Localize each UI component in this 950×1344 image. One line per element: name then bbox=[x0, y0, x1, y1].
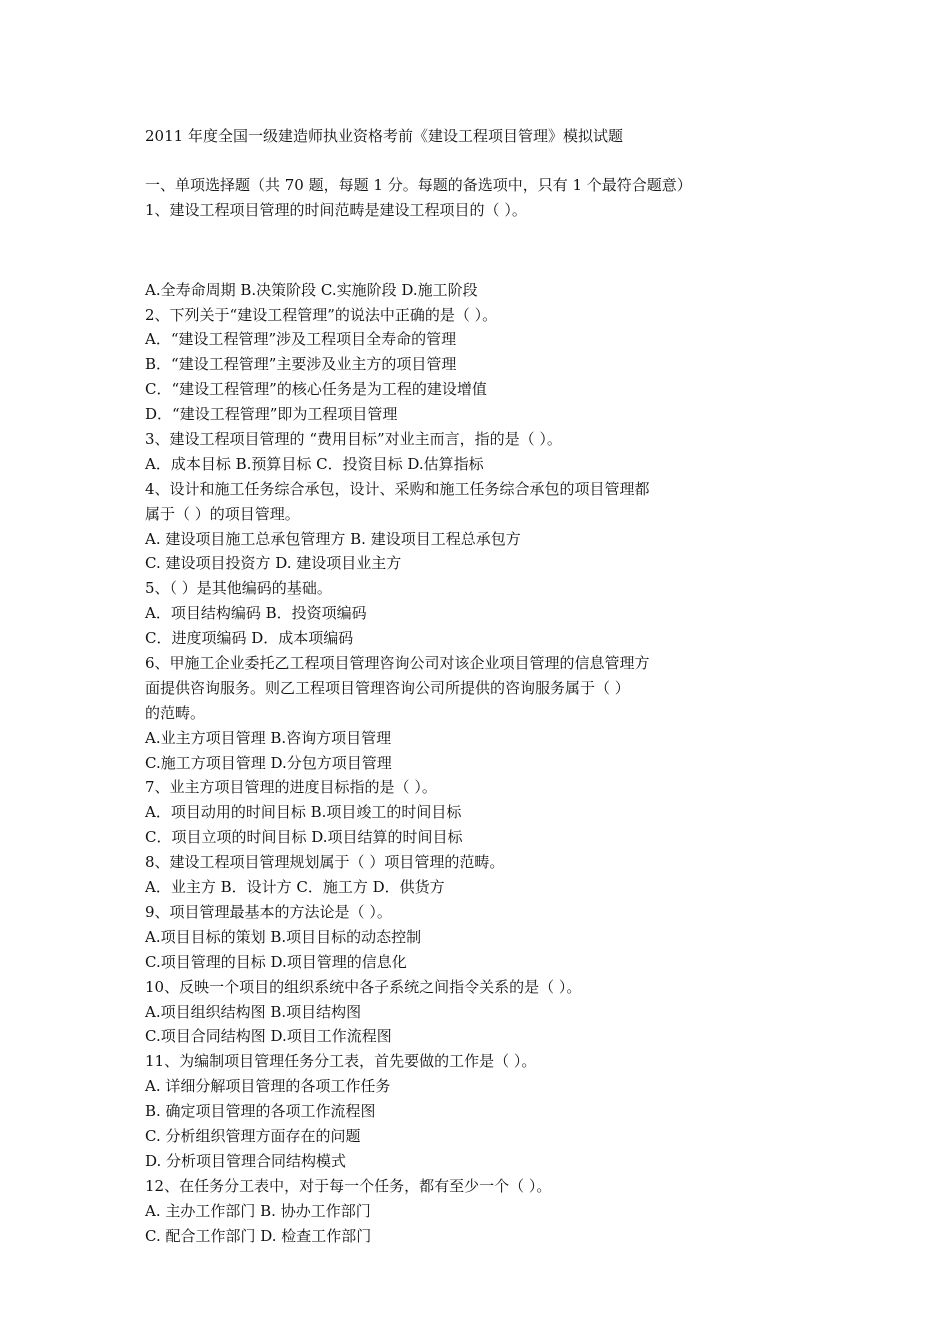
blank-line bbox=[145, 238, 845, 263]
answer-options: D．“建设工程管理”即为工程项目管理 bbox=[145, 405, 398, 424]
question-text: 12、在任务分工表中，对于每一个任务，都有至少一个（ ）。 bbox=[145, 1176, 552, 1195]
question-text: 7、业主方项目管理的进度目标指的是（ ）。 bbox=[145, 778, 437, 797]
answer-options: C．项目立项的时间目标 D.项目结算的时间目标 bbox=[145, 828, 463, 847]
answer-options: B．“建设工程管理”主要涉及业主方的项目管理 bbox=[145, 355, 457, 374]
question-text-continued: 的范畴。 bbox=[145, 703, 206, 722]
answer-options: A.项目目标的策划 B.项目目标的动态控制 bbox=[145, 927, 422, 946]
title-spacing bbox=[145, 149, 845, 173]
answer-options: A．项目结构编码 B．投资项编码 bbox=[145, 604, 367, 623]
answer-options: C．进度项编码 D．成本项编码 bbox=[145, 629, 354, 648]
question-list bbox=[145, 173, 845, 1248]
answer-options: A．业主方 B．设计方 C．施工方 D．供货方 bbox=[145, 878, 445, 897]
question-text: 3、建设工程项目管理的 “费用目标”对业主而言，指的是（ ）。 bbox=[145, 430, 562, 449]
answer-options: D. 分析项目管理合同结构模式 bbox=[145, 1151, 347, 1170]
question-text: 6、甲施工企业委托乙工程项目管理咨询公司对该企业项目管理的信息管理方 bbox=[145, 654, 650, 673]
answer-options: C. 配合工作部门 D. 检查工作部门 bbox=[145, 1226, 372, 1245]
question-text: 9、项目管理最基本的方法论是（ ）。 bbox=[145, 902, 392, 921]
answer-options: A．成本目标 B.预算目标 C．投资目标 D.估算指标 bbox=[145, 454, 484, 473]
answer-options: A．“建设工程管理”涉及工程项目全寿命的管理 bbox=[145, 330, 457, 349]
question-text: 2、下列关于“建设工程管理”的说法中正确的是（ ）。 bbox=[145, 305, 498, 324]
section-heading: 一、单项选择题（共 70 题，每题 1 分。每题的备选项中，只有 1 个最符合题意） bbox=[145, 176, 692, 194]
answer-options: A. 详细分解项目管理的各项工作任务 bbox=[145, 1077, 391, 1096]
answer-options: A.业主方项目管理 B.咨询方项目管理 bbox=[145, 728, 392, 747]
question-text-continued: 面提供咨询服务。则乙工程项目管理咨询公司所提供的咨询服务属于（ ） bbox=[145, 678, 630, 697]
question-text: 4、设计和施工任务综合承包，设计、采购和施工任务综合承包的项目管理都 bbox=[145, 479, 650, 498]
answer-options: B. 确定项目管理的各项工作流程图 bbox=[145, 1102, 376, 1121]
question-text: 8、建设工程项目管理规划属于（ ）项目管理的范畴。 bbox=[145, 853, 505, 872]
document-title: 2011 年度全国一级建造师执业资格考前《建设工程项目管理》模拟试题 bbox=[145, 127, 623, 145]
document-body bbox=[145, 124, 845, 1248]
answer-options: C.项目管理的目标 D.项目管理的信息化 bbox=[145, 952, 407, 971]
answer-options: C.施工方项目管理 D.分包方项目管理 bbox=[145, 753, 392, 772]
question-text: 5、（ ）是其他编码的基础。 bbox=[145, 579, 332, 598]
question-text: 1、建设工程项目管理的时间范畴是建设工程项目的（ ）。 bbox=[145, 200, 527, 219]
answer-options: A. 建设项目施工总承包管理方 B. 建设项目工程总承包方 bbox=[145, 529, 521, 548]
question-text-continued: 属于（ ）的项目管理。 bbox=[145, 504, 300, 523]
answer-options: C.项目合同结构图 D.项目工作流程图 bbox=[145, 1027, 392, 1046]
answer-options: C. 分析组织管理方面存在的问题 bbox=[145, 1126, 361, 1145]
answer-options: C. 建设项目投资方 D. 建设项目业主方 bbox=[145, 554, 402, 573]
answer-options: A.全寿命周期 B.决策阶段 C.实施阶段 D.施工阶段 bbox=[145, 280, 478, 299]
question-text: 11、为编制项目管理任务分工表，首先要做的工作是（ ）。 bbox=[145, 1052, 537, 1071]
answer-options: A. 主办工作部门 B. 协办工作部门 bbox=[145, 1201, 371, 1220]
answer-options: A.项目组织结构图 B.项目结构图 bbox=[145, 1002, 362, 1021]
answer-options: C．“建设工程管理”的核心任务是为工程的建设增值 bbox=[145, 380, 487, 399]
question-text: 10、反映一个项目的组织系统中各子系统之间指令关系的是（ ）。 bbox=[145, 977, 582, 996]
answer-options: A．项目动用的时间目标 B.项目竣工的时间目标 bbox=[145, 803, 462, 822]
